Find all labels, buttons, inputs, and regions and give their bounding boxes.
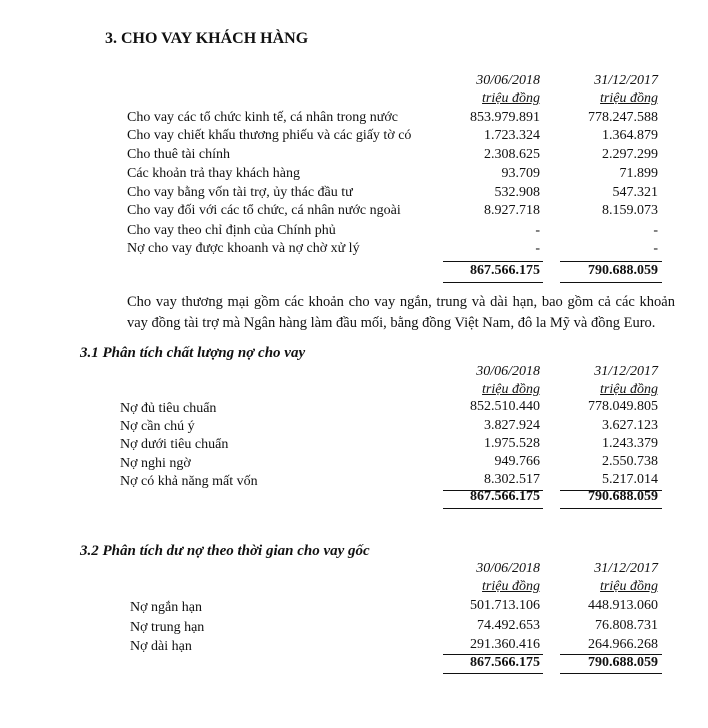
row-value-1: 949.766 xyxy=(494,454,540,469)
row-label: Cho thuê tài chính xyxy=(127,147,231,162)
row-value-1: 532.908 xyxy=(494,185,540,200)
row-value-2: 547.321 xyxy=(612,185,658,200)
total-double-rule xyxy=(443,673,543,674)
row-value-2: 2.297.299 xyxy=(602,147,658,162)
total-value-1: 867.566.175 xyxy=(470,655,540,670)
total-rule xyxy=(560,261,662,262)
column-unit-2: triệu đồng xyxy=(600,579,658,594)
column-header-date-2: 31/12/2017 xyxy=(594,73,658,88)
section-title: 3. CHO VAY KHÁCH HÀNG xyxy=(105,30,309,47)
subsection-title-term: 3.2 Phân tích dư nợ theo thời gian cho vay gốc xyxy=(80,543,370,559)
row-label: Cho vay bằng vốn tài trợ, ủy thác đầu tư xyxy=(127,185,353,200)
column-unit-1: triệu đồng xyxy=(482,91,540,106)
row-value-2: 778.049.805 xyxy=(588,399,658,414)
row-value-1: 1.975.528 xyxy=(484,436,540,451)
row-label: Nợ nghi ngờ xyxy=(120,456,191,471)
row-value-2: - xyxy=(653,223,658,238)
column-unit-1: triệu đồng xyxy=(482,579,540,594)
total-value-2: 790.688.059 xyxy=(588,489,658,504)
total-double-rule xyxy=(443,282,543,283)
row-value-1: 2.308.625 xyxy=(484,147,540,162)
row-value-1: 8.302.517 xyxy=(484,472,540,487)
row-value-2: 778.247.588 xyxy=(588,110,658,125)
total-rule xyxy=(443,261,543,262)
column-unit-2: triệu đồng xyxy=(600,382,658,397)
row-value-2: 2.550.738 xyxy=(602,454,658,469)
subsection-title-quality: 3.1 Phân tích chất lượng nợ cho vay xyxy=(80,345,306,361)
total-value-1: 867.566.175 xyxy=(470,263,540,278)
row-value-1: 291.360.416 xyxy=(470,637,540,652)
row-value-2: 448.913.060 xyxy=(588,598,658,613)
row-label: Nợ dài hạn xyxy=(130,639,192,654)
row-label: Các khoản trả thay khách hàng xyxy=(127,166,300,181)
row-value-1: - xyxy=(535,223,540,238)
total-double-rule xyxy=(560,673,662,674)
row-value-1: 853.979.891 xyxy=(470,110,540,125)
column-header-date-1: 30/06/2018 xyxy=(476,73,540,88)
row-value-1: 3.827.924 xyxy=(484,418,540,433)
column-unit-2: triệu đồng xyxy=(600,91,658,106)
column-unit-1: triệu đồng xyxy=(482,382,540,397)
row-label: Nợ có khả năng mất vốn xyxy=(120,474,258,489)
row-label: Cho vay đối với các tổ chức, cá nhân nước ngoài xyxy=(127,203,401,218)
row-label: Nợ cho vay được khoanh và nợ chờ xử lý xyxy=(127,241,360,256)
row-label: Nợ ngắn hạn xyxy=(130,600,202,615)
row-value-2: 3.627.123 xyxy=(602,418,658,433)
row-label: Nợ đủ tiêu chuẩn xyxy=(120,401,217,416)
row-value-1: 852.510.440 xyxy=(470,399,540,414)
row-label: Cho vay theo chỉ định của Chính phủ xyxy=(127,223,336,238)
column-header-date-1: 30/06/2018 xyxy=(476,561,540,576)
row-value-1: - xyxy=(535,241,540,256)
total-value-1: 867.566.175 xyxy=(470,489,540,504)
row-label: Nợ dưới tiêu chuẩn xyxy=(120,437,229,452)
row-value-2: 1.364.879 xyxy=(602,128,658,143)
row-value-1: 501.713.106 xyxy=(470,598,540,613)
description-paragraph: Cho vay thương mại gồm các khoản cho vay ngắn, trung và dài hạn, bao gồm cả các khoản vay đồng tài trợ mà Ngân hàng làm đầu mối, bằng đồng Việt Nam, đô la Mỹ và đồng Euro. xyxy=(127,294,675,331)
row-value-2: 8.159.073 xyxy=(602,203,658,218)
row-label: Nợ trung hạn xyxy=(130,620,205,635)
row-value-2: 5.217.014 xyxy=(602,472,658,487)
row-value-2: 76.808.731 xyxy=(595,618,658,633)
total-double-rule xyxy=(560,282,662,283)
total-double-rule xyxy=(560,508,662,509)
column-header-date-2: 31/12/2017 xyxy=(594,561,658,576)
row-value-1: 1.723.324 xyxy=(484,128,540,143)
total-double-rule xyxy=(443,508,543,509)
row-value-2: 264.966.268 xyxy=(588,637,658,652)
total-value-2: 790.688.059 xyxy=(588,263,658,278)
row-value-2: 1.243.379 xyxy=(602,436,658,451)
row-value-2: 71.899 xyxy=(619,166,658,181)
row-value-2: - xyxy=(653,241,658,256)
row-value-1: 93.709 xyxy=(501,166,540,181)
row-value-1: 8.927.718 xyxy=(484,203,540,218)
total-value-2: 790.688.059 xyxy=(588,655,658,670)
row-label: Cho vay các tổ chức kinh tế, cá nhân trong nước xyxy=(127,110,398,125)
column-header-date-1: 30/06/2018 xyxy=(476,364,540,379)
row-value-1: 74.492.653 xyxy=(477,618,540,633)
row-label: Nợ cần chú ý xyxy=(120,419,195,434)
row-label: Cho vay chiết khấu thương phiếu và các giấy tờ có xyxy=(127,128,412,143)
column-header-date-2: 31/12/2017 xyxy=(594,364,658,379)
